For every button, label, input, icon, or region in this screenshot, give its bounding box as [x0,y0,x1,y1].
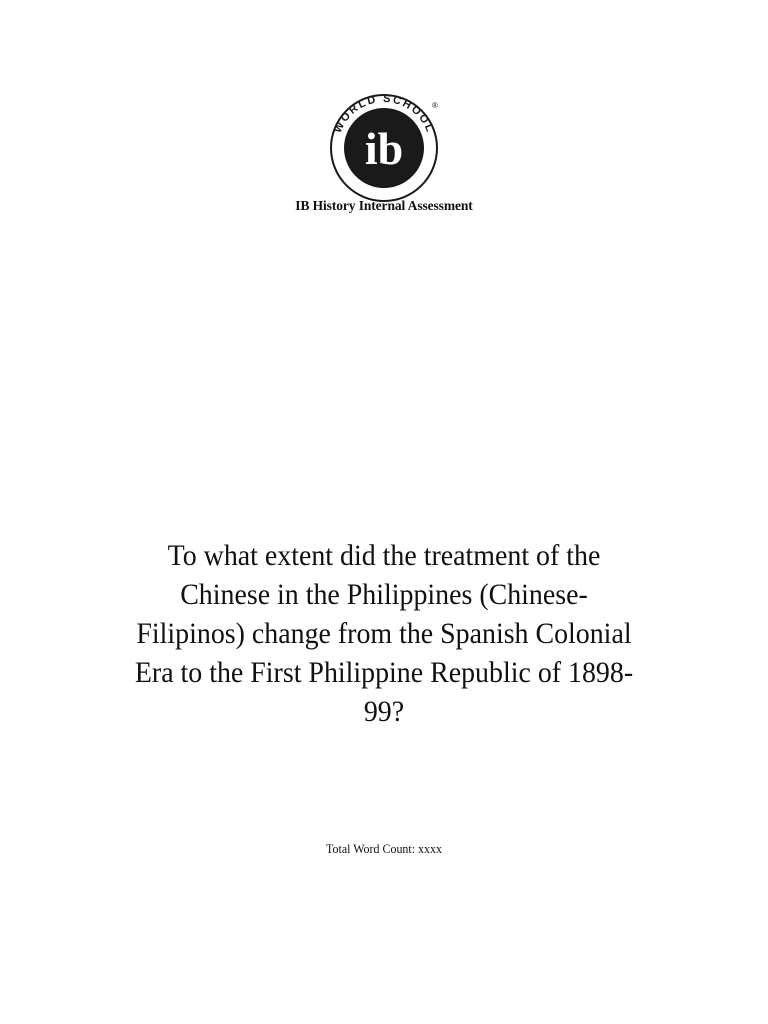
essay-title: To what extent did the treatment of the Chinese in the Philippines (Chinese-Filipinos) change from the Spanish Colonial Era to the First Philippine Republic of 1898-99? [134,539,634,728]
ib-logo-graphic [326,92,444,202]
registered-mark: ® [432,101,438,110]
ib-world-school-logo [326,92,444,202]
logo-mark: ib [364,123,404,174]
assessment-label: IB History Internal Assessment [295,198,473,213]
word-count: Total Word Count: xxxx [326,841,442,856]
logo-ring-text: WORLD SCHOOL [331,92,437,136]
